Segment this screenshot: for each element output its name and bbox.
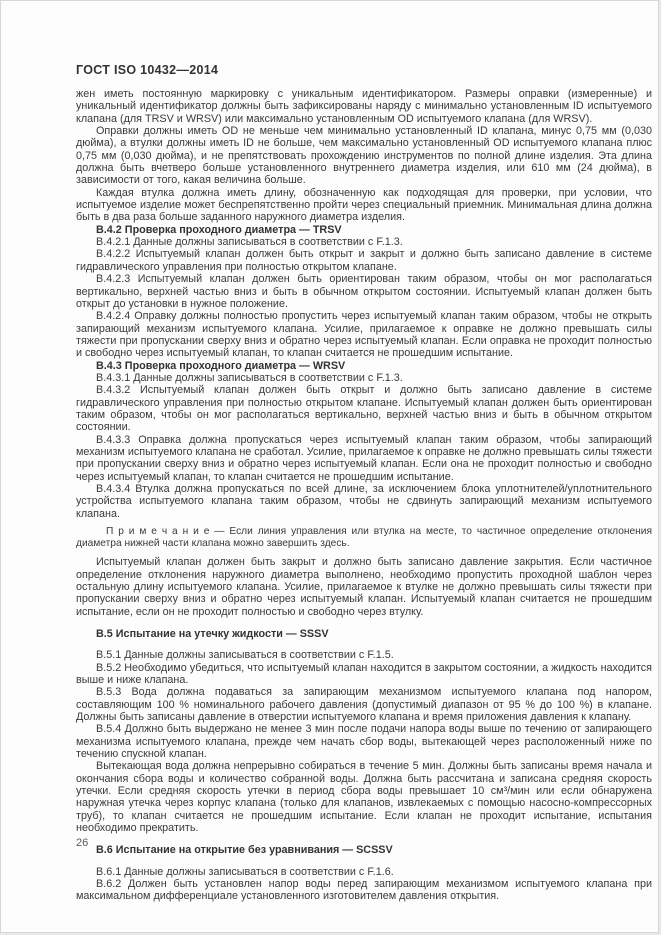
section-heading: B.5 Испытание на утечку жидкости — SSSV [96,627,329,640]
paragraph: B.6.1 Данные должны записываться в соответствии с F.1.6. [96,865,394,878]
paragraph: Оправки должны иметь OD не меньше чем минимально установленный ID клапана, минус 0,75 мм (0,030 дюйма), а втулки должны иметь ID не больше, чем максимально установленный OD испытуемого клапана плюс 0,75 мм (0,030 дюйма), и не препятствовать прохождению инструментов по полной длине изделия. Эта длина должна быть вчетверо больше установленного внутреннего диаметра изделия, или 610 мм (24 дюйма), в зависимости от того, какая величина больше. [76,125,652,187]
paragraph: B.4.2.4 Оправку должны полностью пропустить через испытуемый клапан таким образом, чтобы не открыть запирающий механизм испытуемого клапана. Усилие, прилагаемое к оправке не должно превышать силы тяжести при пропускании сверху вниз и обратно через испытуемый клапан. Если оправка не проходит полностью и свободно через испытуемый клапан, то клапан считается не прошедшим испытание. [76,310,652,360]
subsection-heading: B.4.2 Проверка проходного диаметра — TRSV [96,223,342,236]
paragraph: B.4.3.2 Испытуемый клапан должен быть открыт и должно быть записано давление в системе гидравлического управления при полностью открытом клапане. Испытуемый клапан должен быть ориентирован таким образом, чтобы он мог располагаться вертикально, верхней частью вниз и быть в обычном открытом состоянии. [76,384,652,434]
paragraph: Вытекающая вода должна непрерывно собираться в течение 5 мин. Должны быть записаны время начала и окончания сбора воды и количество собранной воды. Должна быть рассчитана и записана средняя скорость утечки. Если средняя скорость утечки в период сбора воды превышает 10 см³/мин или если обнаружена наружная утечка через корпус клапана (только для клапанов, извлекаемых с помощью насосно-компрессорных труб), то клапан считается не прошедшим испытание. Если клапан не проходит испытание, испытания необходимо прекратить. [76,760,652,835]
paragraph: Испытуемый клапан должен быть закрыт и должно быть записано давление закрытия. Если частичное определение отклонения наружного диаметра выполнено, необходимо пропустить проходной шаблон через остальную длину испытуемого клапана. Усилие, прилагаемое к втулке не должно превышать силы тяжести при пропускании сверху вниз и обратно через испытуемый клапан. Испытуемый клапан считается не прошедшим испытание, если он не проходит полностью и свободно через втулку. [76,556,652,618]
paragraph: Каждая втулка должна иметь длину, обозначенную как подходящая для проверки, при условии, что испытуемое изделие может беспрепятственно пройти через специальный приемник. Минимальная длина должна быть в два раза больше заданного наружного диаметра изделия. [76,186,652,224]
paragraph: B.6.2 Должен быть установлен напор воды перед запирающим механизмом испытуемого клапана при максимальном дифференциале установленного изготовителем давления открытия. [76,878,652,903]
document-body [76,88,652,903]
paragraph: B.4.2.2 Испытуемый клапан должен быть открыт и закрыт и должно быть записано давление в системе гидравлического управления при полностью открытом клапане. [76,248,652,273]
paragraph: B.4.2.3 Испытуемый клапан должен быть ориентирован таким образом, чтобы он мог располагаться вертикально, верхней частью вниз и быть в обычном открытом состоянии. Испытуемый клапан должен быть открыт до установки в нужное положение. [76,273,652,310]
paragraph: B.5.2 Необходимо убедиться, что испытуемый клапан находится в закрытом состоянии, а жидкость находится выше и ниже клапана. [76,661,652,686]
paragraph: B.4.3.4 Втулка должна пропускаться по всей длине, за исключением блока уплотнителей/уплотнительного устройства испытуемого клапана таким образом, чтобы не сдвинуть запирающий механизм испытуемого клапана. [76,483,652,520]
paragraph: B.4.3.1 Данные должны записываться в соответствии с F.1.3. [96,371,403,384]
paragraph: B.4.3.3 Оправка должна пропускаться через испытуемый клапан таким образом, чтобы запирающий механизм испытуемого клапана не сработал. Усилие, прилагаемое к оправке не должно превышать силы тяжести при пропускании сверху вниз и обратно через испытуемый клапан. Если она не проходит полностью и свободно через испытуемый клапан, то клапан считается не прошедшим испытание. [76,433,652,483]
document-title: ГОСТ ISO 10432—2014 [76,63,219,77]
paragraph: B.5.1 Данные должны записываться в соответствии с F.1.5. [96,649,394,662]
paragraph: жен иметь постоянную маркировку с уникальным идентификатором. Размеры оправки (измеренные) и уникальный идентификатор должны быть зафиксированы наряду с минимально установленным ID испытуемого клапана (для TRSV и WRSV) или максимально установленным OD испытуемого клапана (для WRSV). [76,88,652,125]
page-number: 26 [76,837,89,849]
paragraph: B.4.2.1 Данные должны записываться в соответствии с F.1.3. [96,236,403,249]
paragraph: B.5.3 Вода должна подаваться за запирающим механизмом испытуемого клапана под напором, составляющим 100 % номинального рабочего давления (допустимый диапазон от 95 % до 100 %) в клапане. Должны быть записаны давление в отверстии испытуемого клапана и время приложения давления к клапану. [76,686,652,723]
subsection-heading: B.4.3 Проверка проходного диаметра — WRSV [96,359,346,372]
paragraph: B.5.4 Должно быть выдержано не менее 3 мин после подачи напора воды выше по течению от запирающего механизма испытуемого клапана, прежде чем начать сбор воды, вытекающей через расположенный ниже по течению спускной клапан. [76,723,652,761]
section-heading: B.6 Испытание на открытие без уравнивания — SCSSV [96,844,393,857]
note-paragraph: П р и м е ч а н и е — Если линия управления или втулка на месте, то частичное определение отклонения диаметра нижней части клапана можно завершить здесь. [76,526,652,550]
